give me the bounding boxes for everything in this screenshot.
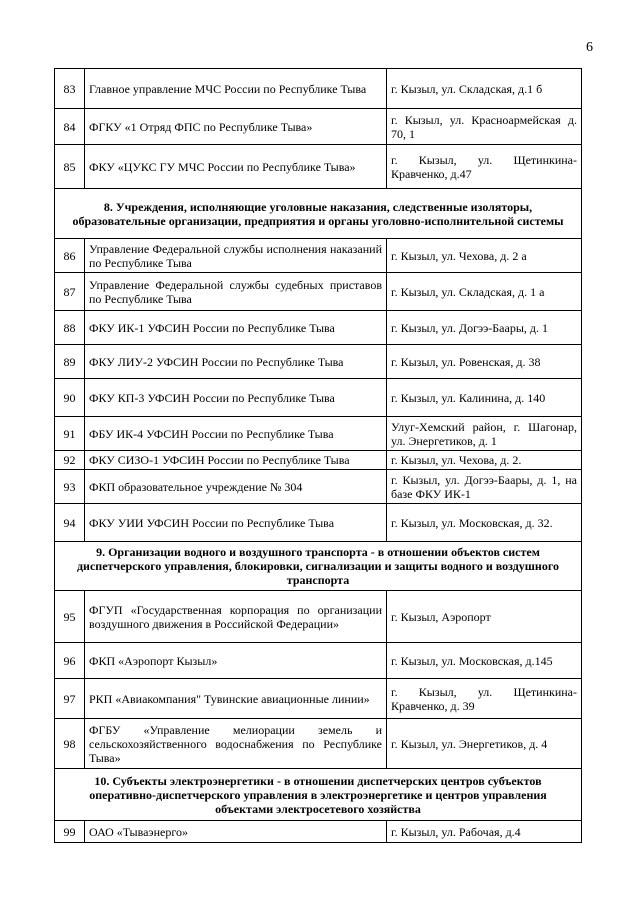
table-row bbox=[55, 643, 582, 679]
table-row bbox=[55, 821, 582, 843]
organization-address: г. Кызыл, ул. Чехова, д. 2 а bbox=[387, 239, 582, 273]
organization-name: ФКУ СИЗО-1 УФСИН России по Республике Тыва bbox=[85, 451, 387, 470]
table-row bbox=[55, 719, 582, 769]
organization-name: Управление Федеральной службы исполнения наказаний по Республике Тыва bbox=[85, 239, 387, 273]
organization-name: ФКП образовательное учреждение № 304 bbox=[85, 470, 387, 504]
section-header-row bbox=[55, 769, 582, 821]
organization-name: ФГКУ «1 Отряд ФПС по Республике Тыва» bbox=[85, 109, 387, 145]
organization-address: Улуг-Хемский район, г. Шагонар, ул. Энергетиков, д. 1 bbox=[387, 417, 582, 451]
row-number: 98 bbox=[55, 719, 85, 769]
organization-address: г. Кызыл, Аэропорт bbox=[387, 591, 582, 643]
organization-name: РКП «Авиакомпания" Тувинские авиационные линии» bbox=[85, 679, 387, 719]
table-row bbox=[55, 311, 582, 345]
organization-name: ФКУ УИИ УФСИН России по Республике Тыва bbox=[85, 504, 387, 542]
row-number: 83 bbox=[55, 69, 85, 109]
row-number: 93 bbox=[55, 470, 85, 504]
page-number: 6 bbox=[586, 40, 593, 55]
row-number: 88 bbox=[55, 311, 85, 345]
organization-name: ФКУ «ЦУКС ГУ МЧС России по Республике Тыва» bbox=[85, 145, 387, 189]
organization-address: г. Кызыл, ул. Ровенская, д. 38 bbox=[387, 345, 582, 379]
table-row bbox=[55, 470, 582, 504]
table-row bbox=[55, 379, 582, 417]
organization-name: ФКУ ЛИУ-2 УФСИН России по Республике Тыва bbox=[85, 345, 387, 379]
table-row bbox=[55, 591, 582, 643]
row-number: 89 bbox=[55, 345, 85, 379]
table-row bbox=[55, 504, 582, 542]
row-number: 99 bbox=[55, 821, 85, 843]
table-row bbox=[55, 417, 582, 451]
organization-address: г. Кызыл, ул. Рабочая, д.4 bbox=[387, 821, 582, 843]
organization-address: г. Кызыл, ул. Чехова, д. 2. bbox=[387, 451, 582, 470]
row-number: 91 bbox=[55, 417, 85, 451]
organization-name: ФГБУ «Управление мелиорации земель и сельскохозяйственного водоснабжения по Республике Тыва» bbox=[85, 719, 387, 769]
organization-address: г. Кызыл, ул. Московская, д. 32. bbox=[387, 504, 582, 542]
table-row bbox=[55, 109, 582, 145]
section-title: 8. Учреждения, исполняющие уголовные наказания, следственные изоляторы, образовательные организации, предприятия и органы уголовно-исполнительной системы bbox=[55, 189, 582, 239]
organization-name: ФКУ ИК-1 УФСИН России по Республике Тыва bbox=[85, 311, 387, 345]
table-row bbox=[55, 69, 582, 109]
organization-name: ФГУП «Государственная корпорация по организации воздушного движения в Российской Федерации» bbox=[85, 591, 387, 643]
row-number: 86 bbox=[55, 239, 85, 273]
organization-address: г. Кызыл, ул. Калинина, д. 140 bbox=[387, 379, 582, 417]
row-number: 85 bbox=[55, 145, 85, 189]
organization-name: ФБУ ИК-4 УФСИН России по Республике Тыва bbox=[85, 417, 387, 451]
organization-address: г. Кызыл, ул. Энергетиков, д. 4 bbox=[387, 719, 582, 769]
table-row bbox=[55, 145, 582, 189]
row-number: 90 bbox=[55, 379, 85, 417]
organization-address: г. Кызыл, ул. Складская, д. 1 а bbox=[387, 273, 582, 311]
row-number: 95 bbox=[55, 591, 85, 643]
section-title: 9. Организации водного и воздушного транспорта - в отношении объектов систем диспетчерского управления, блокировки, сигнализации и защиты водного и воздушного транспорта bbox=[55, 542, 582, 591]
table-row bbox=[55, 273, 582, 311]
organization-name: Управление Федеральной службы судебных приставов по Республике Тыва bbox=[85, 273, 387, 311]
organization-name: ФКУ КП-3 УФСИН России по Республике Тыва bbox=[85, 379, 387, 417]
table-row bbox=[55, 345, 582, 379]
organization-address: г. Кызыл, ул. Московская, д.145 bbox=[387, 643, 582, 679]
organization-name: ФКП «Аэропорт Кызыл» bbox=[85, 643, 387, 679]
row-number: 87 bbox=[55, 273, 85, 311]
row-number: 94 bbox=[55, 504, 85, 542]
row-number: 96 bbox=[55, 643, 85, 679]
organization-address: г. Кызыл, ул. Красноармейская д. 70, 1 bbox=[387, 109, 582, 145]
section-header-row bbox=[55, 542, 582, 591]
row-number: 92 bbox=[55, 451, 85, 470]
section-title: 10. Субъекты электроэнергетики - в отношении диспетчерских центров субъектов оперативно-диспетчерского управления в электроэнергетике и центров управления объектами электросетевого хозяйства bbox=[55, 769, 582, 821]
organization-address: г. Кызыл, ул. Догээ-Баары, д. 1 bbox=[387, 311, 582, 345]
table-body bbox=[55, 69, 582, 843]
organization-address: г. Кызыл, ул. Щетинкина-Кравченко, д.47 bbox=[387, 145, 582, 189]
table-row bbox=[55, 679, 582, 719]
organization-address: г. Кызыл, ул. Складская, д.1 б bbox=[387, 69, 582, 109]
section-header-row bbox=[55, 189, 582, 239]
organization-address: г. Кызыл, ул. Щетинкина-Кравченко, д. 39 bbox=[387, 679, 582, 719]
organizations-table bbox=[54, 68, 582, 843]
organization-name: Главное управление МЧС России по Республике Тыва bbox=[85, 69, 387, 109]
organization-name: ОАО «Тываэнерго» bbox=[85, 821, 387, 843]
table-row bbox=[55, 451, 582, 470]
organization-address: г. Кызыл, ул. Догээ-Баары, д. 1, на базе ФКУ ИК-1 bbox=[387, 470, 582, 504]
table-row bbox=[55, 239, 582, 273]
row-number: 84 bbox=[55, 109, 85, 145]
row-number: 97 bbox=[55, 679, 85, 719]
